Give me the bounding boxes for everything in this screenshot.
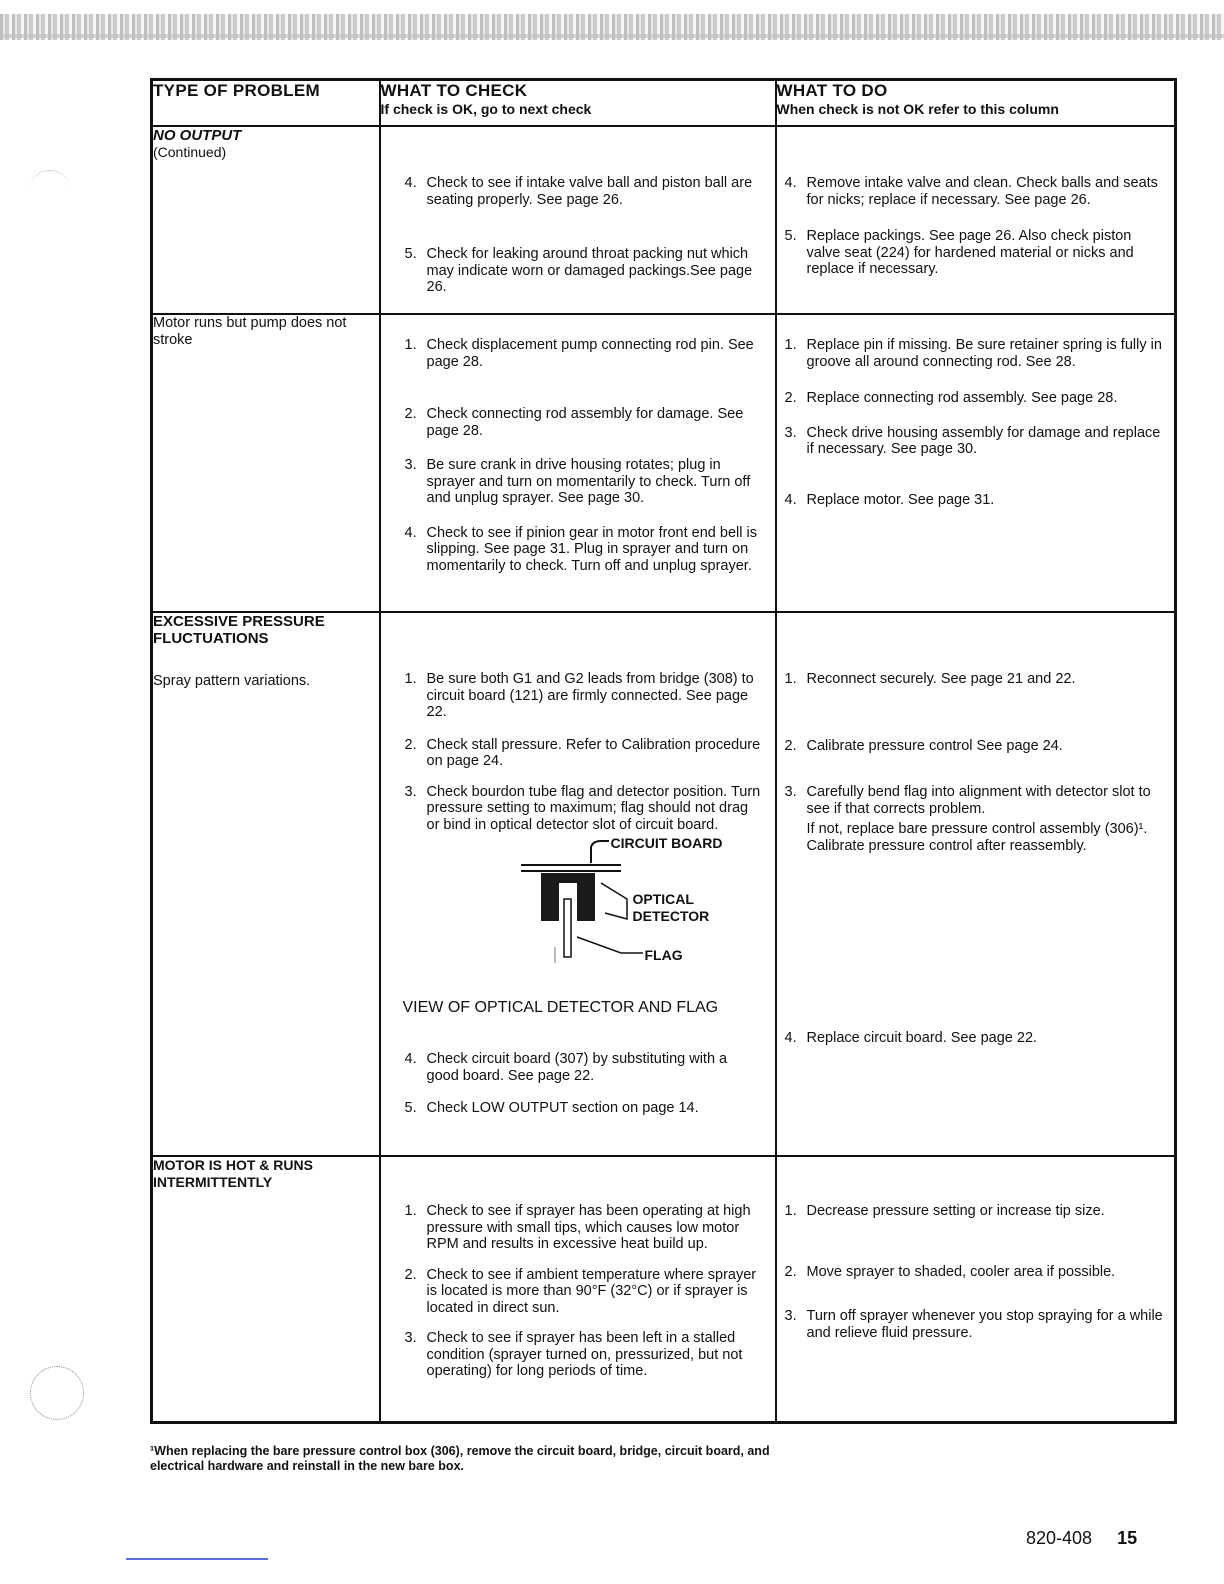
check-item: 3. Check to see if sprayer has been left in a stalled condition (sprayer turned on, pressurized, but not operating) for long periods of time.	[404, 1330, 743, 1379]
table-row	[152, 314, 1176, 612]
detector-bridge	[541, 873, 595, 883]
action-item: 3. Carefully bend flag into alignment with detector slot to see if that corrects problem.	[784, 784, 1151, 817]
header-col3-subtitle: When check is not OK refer to this column	[776, 101, 1059, 117]
check-item: 3. Be sure crank in drive housing rotates; plug in sprayer and turn on momentarily to check. Turn off and unplug sprayer. See page 30.	[404, 457, 751, 506]
check-item: 1. Be sure both G1 and G2 leads from bridge (308) to circuit board (121) are firmly connected. See page 22.	[404, 671, 754, 720]
check-item: 2. Check stall pressure. Refer to Calibration procedure on page 24.	[404, 736, 761, 769]
check-item: 1. Check to see if sprayer has been operating at high pressure with small tips, which causes low motor RPM and results in excessive heat build up.	[404, 1203, 751, 1252]
action-item: 1. Replace pin if missing. Be sure retainer spring is fully in groove all around connecting rod. See 28.	[784, 337, 1162, 370]
action-item: 4. Replace circuit board. See page 22.	[784, 1030, 1038, 1046]
header-col3-title: WHAT TO DO	[776, 81, 888, 100]
footnote: ¹When replacing the bare pressure control box (306), remove the circuit board, bridge, circuit board, and electrical hardware and reinstall in the new bare box.	[150, 1444, 770, 1473]
category-note: (Continued)	[153, 144, 227, 160]
action-item: 2. Replace connecting rod assembly. See page 28.	[784, 390, 1118, 406]
check-cell	[380, 126, 776, 314]
problem-cell	[152, 1156, 380, 1422]
leader-board	[591, 841, 609, 863]
table-row	[152, 612, 1176, 1156]
optical-detector-figure	[381, 835, 775, 1039]
header-type-of-problem	[152, 80, 380, 127]
problem-cell	[152, 314, 380, 612]
label-detector: DETECTOR	[632, 908, 710, 924]
check-item: 2. Check connecting rod assembly for damage. See page 28.	[404, 406, 744, 439]
flag-shape	[564, 899, 571, 957]
header-col2-title: WHAT TO CHECK	[380, 81, 528, 100]
action-cell	[776, 1156, 1176, 1422]
page-number: 15	[1117, 1528, 1138, 1548]
action-cell	[776, 126, 1176, 314]
problem-spray-pattern: Spray pattern variations.	[153, 673, 311, 689]
check-item: 2. Check to see if ambient temperature where sprayer is located is more than 90°F (32°C) or if sprayer is located in direct sun.	[404, 1266, 757, 1316]
category-motor-hot: MOTOR IS HOT & RUNS INTERMITTENTLY	[153, 1157, 313, 1190]
page-footer	[1026, 1528, 1137, 1549]
optical-detector-diagram	[381, 839, 777, 989]
check-item: 5. Check LOW OUTPUT section on page 14.	[404, 1100, 699, 1116]
action-item: 4. Replace motor. See page 31.	[784, 491, 995, 508]
check-item: 3. Check bourdon tube flag and detector position. Turn pressure setting to maximum; flag should not drag or bind in optical detector slot of circuit board.	[404, 783, 761, 833]
scan-mark	[28, 170, 72, 215]
action-item: 2. Calibrate pressure control See page 24.	[784, 737, 1063, 754]
header-what-to-check	[380, 80, 776, 127]
problem-motor-runs: Motor runs but pump does not stroke	[153, 315, 347, 348]
header-what-to-do	[776, 80, 1176, 127]
leader-detector	[601, 883, 627, 919]
check-item: 4. Check circuit board (307) by substituting with a good board. See page 22.	[404, 1051, 728, 1084]
action-item: 4. Remove intake valve and clean. Check balls and seats for nicks; replace if necessary. See page 26.	[784, 175, 1158, 208]
action-item: 2. Move sprayer to shaded, cooler area if possible.	[784, 1263, 1116, 1280]
header-col2-subtitle: If check is OK, go to next check	[380, 101, 592, 117]
action-item: 1. Reconnect securely. See page 21 and 22.	[784, 671, 1076, 687]
figure-caption: VIEW OF OPTICAL DETECTOR AND FLAG	[402, 999, 719, 1016]
check-item: 4. Check to see if pinion gear in motor front end bell is slipping. See page 31. Plug in sprayer and turn on momentarily to check. Turn off and unplug sprayer.	[404, 524, 757, 574]
document-code: 820-408	[1026, 1528, 1093, 1548]
action-item-continued: If not, replace bare pressure control assembly (306)¹. Calibrate pressure control after reassembly.	[806, 821, 1148, 854]
scan-hole-mark	[30, 1366, 84, 1420]
label-circuit-board: CIRCUIT BOARD	[610, 835, 723, 851]
table-row	[152, 126, 1176, 314]
action-item: 1. Decrease pressure setting or increase tip size.	[784, 1203, 1105, 1219]
check-item: 5. Check for leaking around throat packing nut which may indicate worn or damaged packings.See page 26.	[404, 246, 753, 295]
bottom-rule	[126, 1558, 268, 1560]
category-no-output: NO OUTPUT	[153, 127, 242, 144]
scan-noise-line	[0, 34, 1224, 38]
table-row	[152, 1156, 1176, 1422]
header-col1-title: TYPE OF PROBLEM	[153, 81, 320, 100]
leader-flag	[577, 937, 643, 953]
troubleshooting-table	[150, 78, 1177, 1424]
action-cell	[776, 612, 1176, 1156]
problem-cell	[152, 126, 380, 314]
check-cell	[380, 314, 776, 612]
action-item: 3. Check drive housing assembly for damage and replace if necessary. See page 30.	[784, 424, 1161, 457]
action-cell	[776, 314, 1176, 612]
check-cell	[380, 1156, 776, 1422]
action-item: 3. Turn off sprayer whenever you stop spraying for a while and relieve fluid pressure.	[784, 1308, 1163, 1341]
check-item: 1. Check displacement pump connecting rod pin. See page 28.	[404, 337, 754, 370]
table-header-row	[152, 80, 1176, 127]
category-excessive-pressure: EXCESSIVE PRESSURE FLUCTUATIONS	[153, 613, 325, 647]
label-optical: OPTICAL	[632, 891, 694, 907]
problem-cell	[152, 612, 380, 1156]
check-cell	[380, 612, 776, 1156]
check-item: 4. Check to see if intake valve ball and piston ball are seating properly. See page 26.	[404, 175, 753, 208]
action-item: 5. Replace packings. See page 26. Also check piston valve seat (224) for hardened material or nicks and replace if necessary.	[784, 228, 1134, 277]
label-flag: FLAG	[644, 947, 683, 963]
